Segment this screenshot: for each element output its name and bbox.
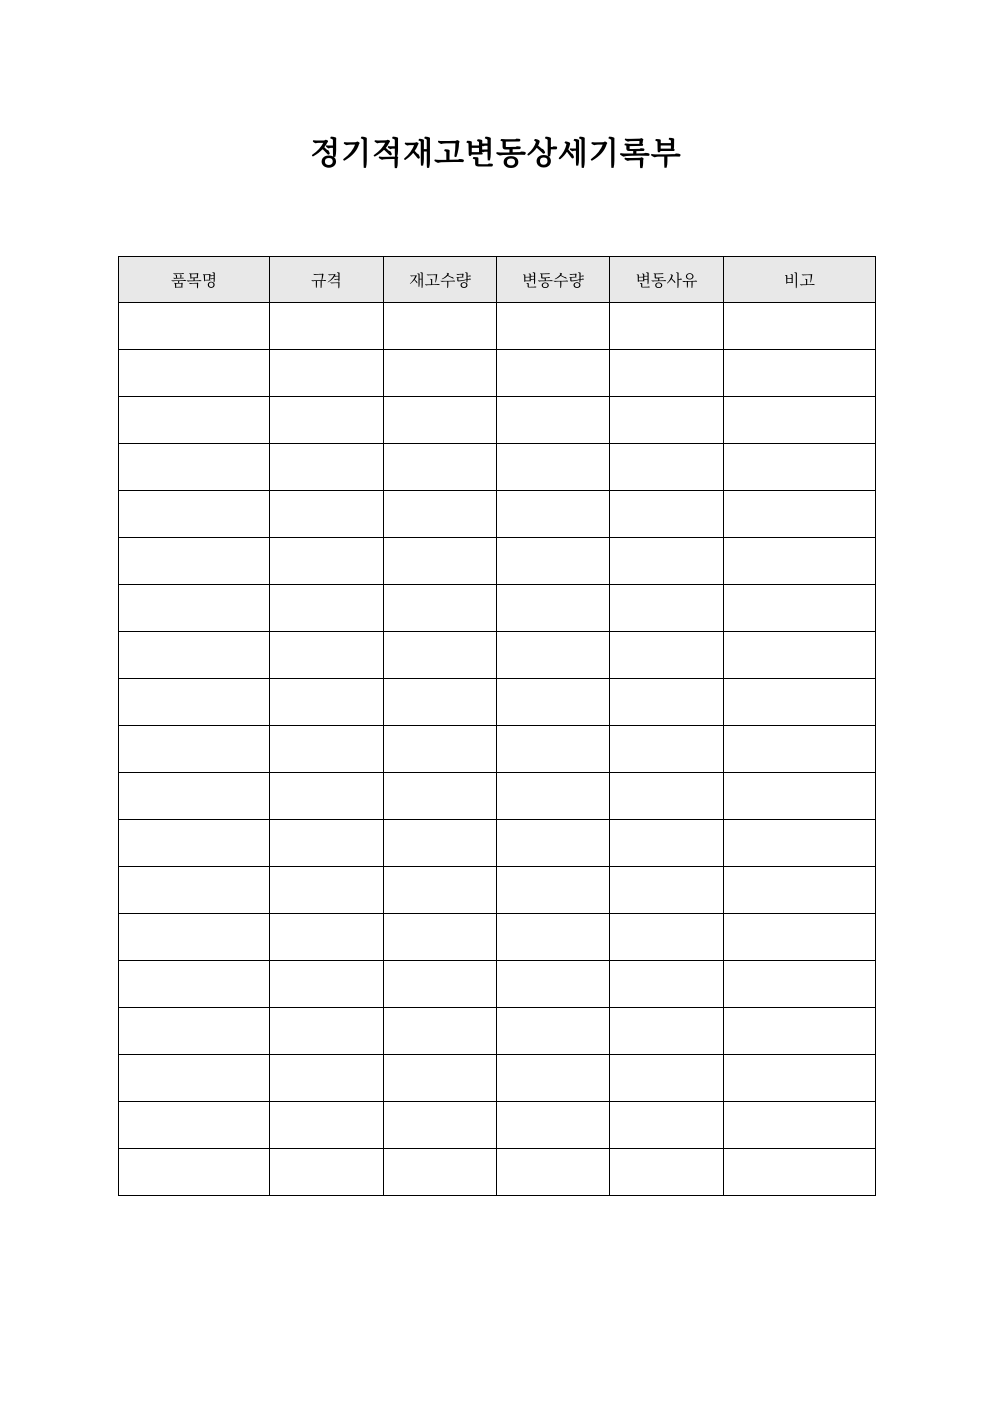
spec-cell <box>270 1055 384 1102</box>
change-reason-cell <box>610 1008 724 1055</box>
remarks-cell <box>724 303 876 350</box>
remarks-cell <box>724 397 876 444</box>
remarks-cell <box>724 1008 876 1055</box>
stock-quantity-cell <box>384 444 497 491</box>
remarks-cell <box>724 726 876 773</box>
item-name-cell <box>119 303 270 350</box>
change-quantity-cell <box>497 679 610 726</box>
stock-quantity-cell <box>384 679 497 726</box>
remarks-cell <box>724 867 876 914</box>
remarks-cell <box>724 961 876 1008</box>
change-reason-cell <box>610 538 724 585</box>
item-name-cell <box>119 820 270 867</box>
document-title: 정기적재고변동상세기록부 <box>310 136 682 172</box>
table-row <box>119 538 876 585</box>
table-row <box>119 1055 876 1102</box>
item-name-cell <box>119 1149 270 1196</box>
change-reason-cell <box>610 397 724 444</box>
spec-cell <box>270 585 384 632</box>
item-name-cell <box>119 491 270 538</box>
stock-quantity-cell <box>384 1149 497 1196</box>
item-name-cell <box>119 1055 270 1102</box>
change-reason-cell <box>610 444 724 491</box>
stock-quantity-cell <box>384 632 497 679</box>
change-quantity-cell <box>497 914 610 961</box>
stock-quantity-cell <box>384 585 497 632</box>
item-name-cell <box>119 444 270 491</box>
spec-cell <box>270 350 384 397</box>
spec-cell <box>270 1102 384 1149</box>
table-row <box>119 679 876 726</box>
spec-cell <box>270 632 384 679</box>
change-reason-cell <box>610 350 724 397</box>
stock-quantity-cell <box>384 350 497 397</box>
table-row <box>119 585 876 632</box>
spec-cell <box>270 867 384 914</box>
inventory-change-table <box>118 256 876 1196</box>
stock-quantity-cell <box>384 538 497 585</box>
change-quantity-cell <box>497 820 610 867</box>
remarks-cell <box>724 444 876 491</box>
table-row <box>119 444 876 491</box>
column-header-stock-quantity: 재고수량 <box>384 257 497 303</box>
item-name-cell <box>119 726 270 773</box>
change-quantity-cell <box>497 1008 610 1055</box>
change-reason-cell <box>610 773 724 820</box>
item-name-cell <box>119 350 270 397</box>
table-row <box>119 1102 876 1149</box>
change-reason-cell <box>610 1149 724 1196</box>
change-reason-cell <box>610 491 724 538</box>
spec-cell <box>270 397 384 444</box>
table-row <box>119 350 876 397</box>
change-quantity-cell <box>497 585 610 632</box>
column-header-change-quantity: 변동수량 <box>497 257 610 303</box>
change-reason-cell <box>610 914 724 961</box>
table-row <box>119 867 876 914</box>
change-reason-cell <box>610 632 724 679</box>
change-reason-cell <box>610 961 724 1008</box>
change-quantity-cell <box>497 773 610 820</box>
column-header-spec: 규격 <box>270 257 384 303</box>
spec-cell <box>270 961 384 1008</box>
spec-cell <box>270 444 384 491</box>
change-quantity-cell <box>497 350 610 397</box>
change-quantity-cell <box>497 491 610 538</box>
change-reason-cell <box>610 867 724 914</box>
change-quantity-cell <box>497 726 610 773</box>
remarks-cell <box>724 914 876 961</box>
change-quantity-cell <box>497 538 610 585</box>
table-row <box>119 726 876 773</box>
item-name-cell <box>119 397 270 444</box>
item-name-cell <box>119 773 270 820</box>
remarks-cell <box>724 773 876 820</box>
stock-quantity-cell <box>384 1008 497 1055</box>
change-reason-cell <box>610 726 724 773</box>
table-body <box>119 303 876 1196</box>
stock-quantity-cell <box>384 914 497 961</box>
change-reason-cell <box>610 820 724 867</box>
remarks-cell <box>724 632 876 679</box>
remarks-cell <box>724 585 876 632</box>
change-quantity-cell <box>497 1055 610 1102</box>
change-reason-cell <box>610 1102 724 1149</box>
item-name-cell <box>119 538 270 585</box>
spec-cell <box>270 303 384 350</box>
table-row <box>119 491 876 538</box>
stock-quantity-cell <box>384 961 497 1008</box>
table-row <box>119 1149 876 1196</box>
change-reason-cell <box>610 303 724 350</box>
change-quantity-cell <box>497 1102 610 1149</box>
item-name-cell <box>119 679 270 726</box>
stock-quantity-cell <box>384 1102 497 1149</box>
stock-quantity-cell <box>384 726 497 773</box>
remarks-cell <box>724 1055 876 1102</box>
spec-cell <box>270 726 384 773</box>
table-row <box>119 820 876 867</box>
remarks-cell <box>724 1149 876 1196</box>
table-row <box>119 303 876 350</box>
spec-cell <box>270 491 384 538</box>
table-row <box>119 773 876 820</box>
item-name-cell <box>119 585 270 632</box>
stock-quantity-cell <box>384 397 497 444</box>
table-row <box>119 397 876 444</box>
spec-cell <box>270 679 384 726</box>
item-name-cell <box>119 961 270 1008</box>
spec-cell <box>270 538 384 585</box>
remarks-cell <box>724 820 876 867</box>
spec-cell <box>270 773 384 820</box>
remarks-cell <box>724 1102 876 1149</box>
stock-quantity-cell <box>384 820 497 867</box>
stock-quantity-cell <box>384 867 497 914</box>
change-quantity-cell <box>497 444 610 491</box>
spec-cell <box>270 1008 384 1055</box>
change-reason-cell <box>610 585 724 632</box>
change-quantity-cell <box>497 632 610 679</box>
item-name-cell <box>119 867 270 914</box>
change-reason-cell <box>610 1055 724 1102</box>
change-quantity-cell <box>497 303 610 350</box>
stock-quantity-cell <box>384 773 497 820</box>
change-quantity-cell <box>497 867 610 914</box>
remarks-cell <box>724 538 876 585</box>
stock-quantity-cell <box>384 303 497 350</box>
table-row <box>119 961 876 1008</box>
remarks-cell <box>724 679 876 726</box>
table-row <box>119 632 876 679</box>
change-quantity-cell <box>497 1149 610 1196</box>
item-name-cell <box>119 914 270 961</box>
spec-cell <box>270 1149 384 1196</box>
column-header-remarks: 비고 <box>724 257 876 303</box>
change-reason-cell <box>610 679 724 726</box>
spec-cell <box>270 820 384 867</box>
table-header-row <box>119 257 876 303</box>
table-row <box>119 1008 876 1055</box>
stock-quantity-cell <box>384 1055 497 1102</box>
item-name-cell <box>119 1008 270 1055</box>
change-quantity-cell <box>497 397 610 444</box>
column-header-change-reason: 변동사유 <box>610 257 724 303</box>
item-name-cell <box>119 632 270 679</box>
column-header-item-name: 품목명 <box>119 257 270 303</box>
remarks-cell <box>724 491 876 538</box>
spec-cell <box>270 914 384 961</box>
table-row <box>119 914 876 961</box>
item-name-cell <box>119 1102 270 1149</box>
change-quantity-cell <box>497 961 610 1008</box>
remarks-cell <box>724 350 876 397</box>
stock-quantity-cell <box>384 491 497 538</box>
